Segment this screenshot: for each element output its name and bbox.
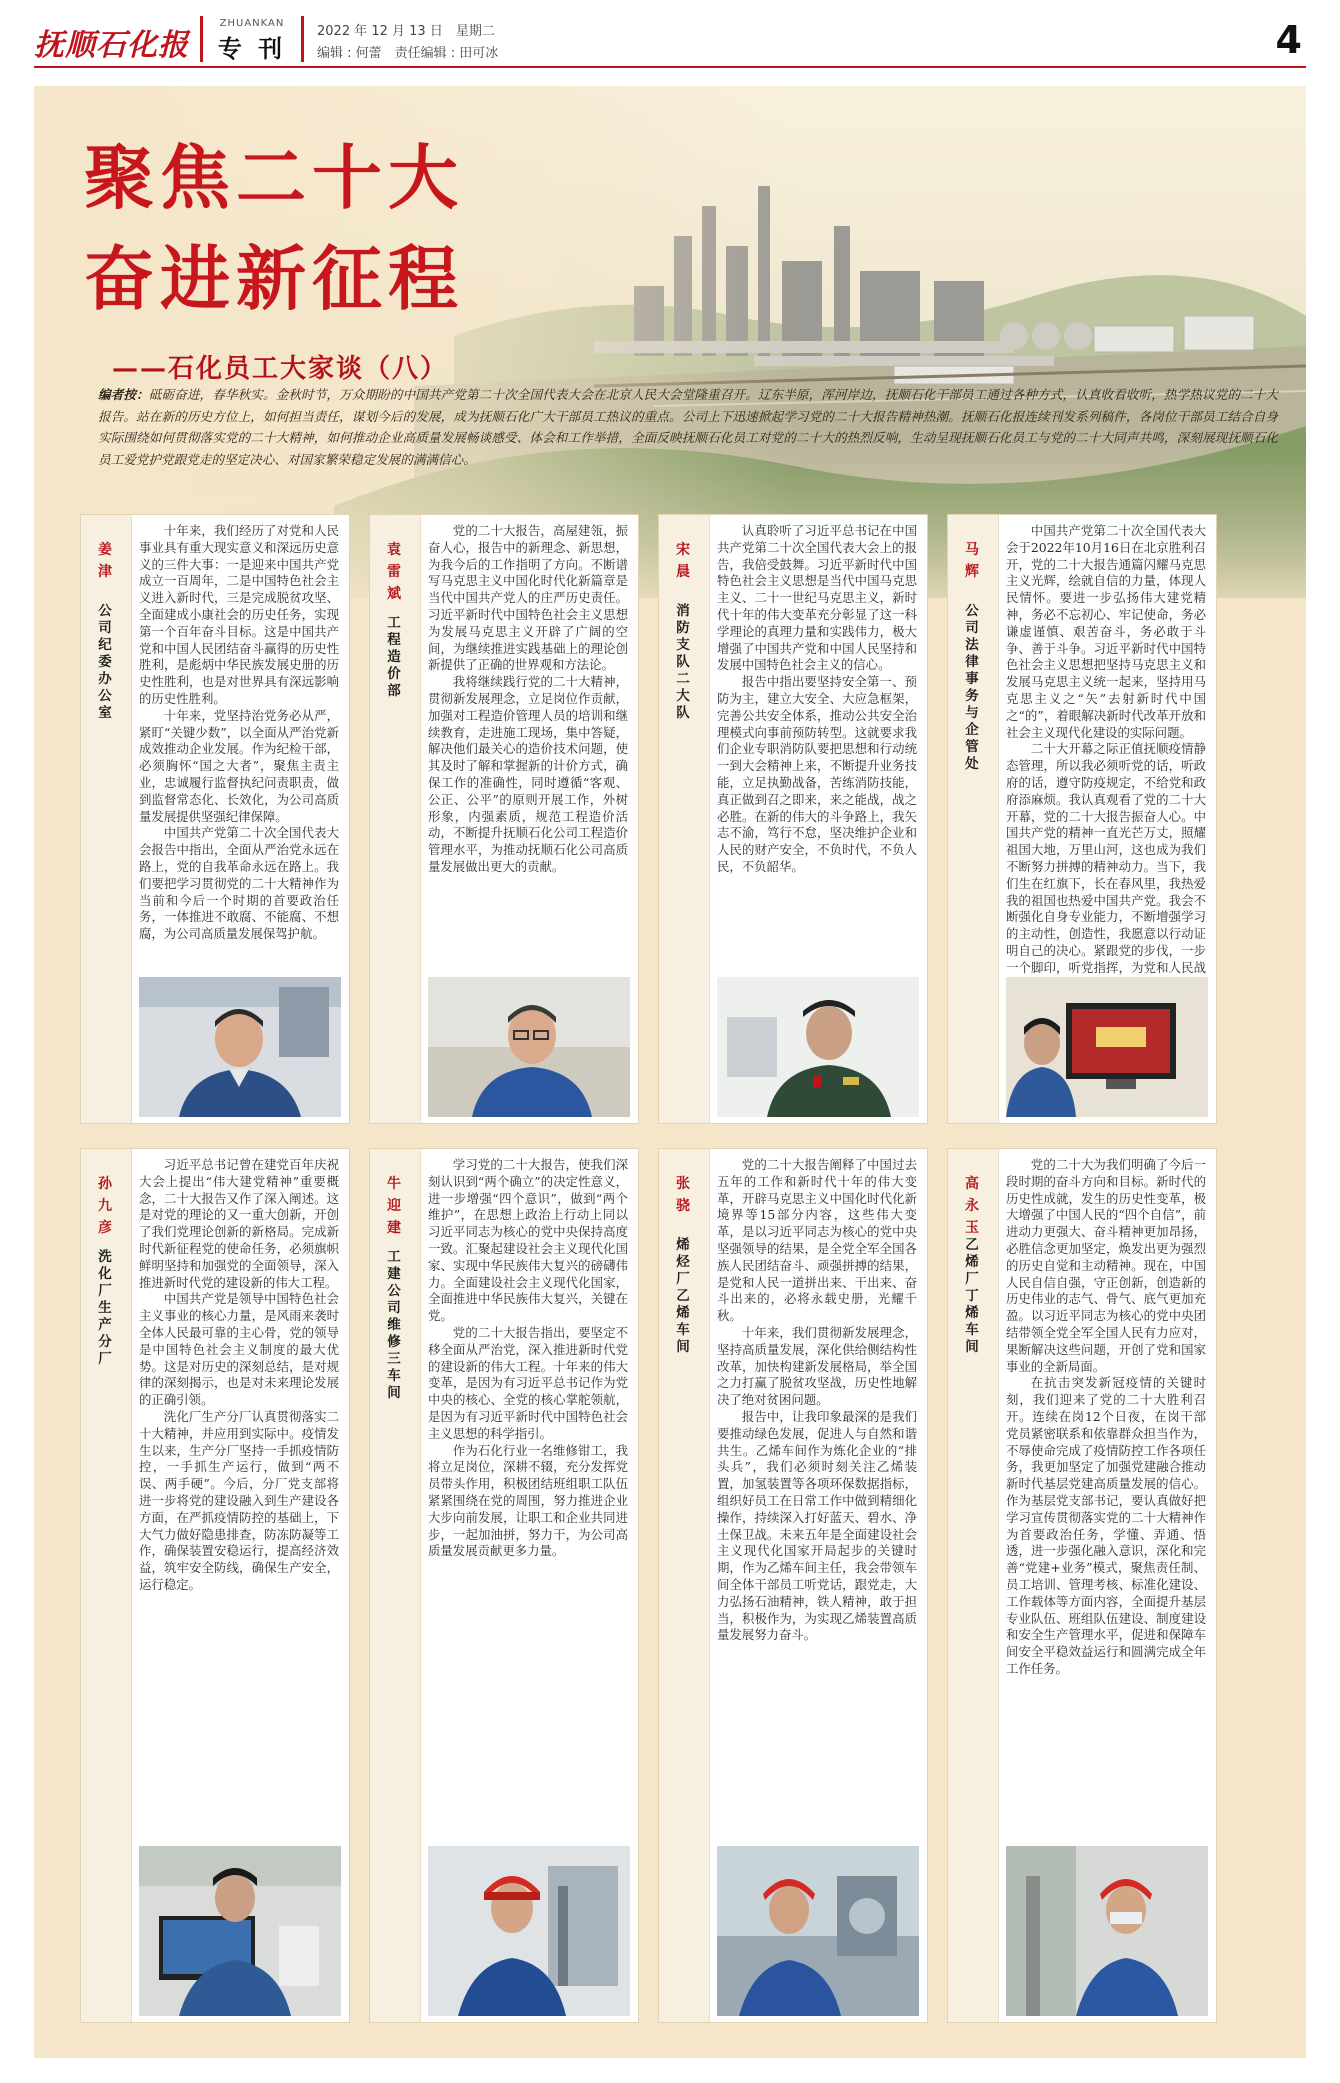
- issue-date: 2022 年 12 月 13 日 星期二: [317, 24, 495, 39]
- author-unit: 消防支队二大队: [676, 603, 690, 721]
- article-body: [1006, 523, 1206, 975]
- paragraph: 党的二十大报告，高屋建瓴，振奋人心，报告中的新理念、新思想，为我今后的工作指明了方向。不断谱写马克思主义中国化时代化新篇章是当代中国共产党人的庄严历史责任。习近平新时代中国特色社会主义思想为发展马克思主义开辟了广阔的空间，为继续推进实践基础上的理论创新提供了正确的世界观和方法论。: [428, 523, 628, 673]
- paragraph: 中国共产党第二十次全国代表大会报告中指出，全面从严治党永远在路上，党的自我革命永远在路上。我们要把学习贯彻党的二十大精神作为当前和今后一个时期的首要政治任务，一体推进不敢腐、不能腐、不想腐，为公司高质量发展保驾护航。: [139, 825, 339, 942]
- paragraph: 二十大开幕之际正值抚顺疫情静态管理，所以我必须听党的话，听政府的话，遵守防疫规定，不给党和政府添麻烦。我认真观看了党的二十大开幕，党的二十大报告振奋人心。中国共产党的精神一直光芒万丈，照耀祖国大地，万里山河，这也成为我们不断努力拼搏的精神动力。当下，我们生在红旗下，长在春风里，我热爱我的祖国也热爱中国共产党。我会不断强化自身专业能力，不断增强学习的主动性，创造性，我愿意以行动证明自己的决心。紧跟党的步伐，一步一个脚印，听党指挥，为党和人民战: [1006, 741, 1206, 975]
- paragraph: 中国共产党第二十次全国代表大会于2022年10月16日在北京胜利召开，党的二十大报告通篇闪耀马克思主义光辉，绘就自信的力量，体现人民情怀。要进一步弘扬伟大建党精神，务必不忘初心、牢记使命，务必谦虚谨慎、艰苦奋斗，务必敢于斗争、善于斗争。习近平新时代中国特色社会主义思想把坚持马克思主义和发展马克思主义统一起来，坚持用马克思主义之“矢”去射新时代中国之“的”，着眼解决新时代改革开放和社会主义现代化建设的实际问题。: [1006, 523, 1206, 740]
- paragraph: 十年来，我们贯彻新发展理念，坚持高质量发展，深化供给侧结构性改革，加快构建新发展格局，举全国之力打赢了脱贫攻坚战，历史性地解决了绝对贫困问题。: [717, 1324, 917, 1408]
- card-gao-yongyu: [947, 1148, 1217, 2023]
- author-photo: [428, 1846, 628, 2016]
- editor-note-label: 编者按：: [98, 387, 149, 402]
- portrait-illustration: [717, 1846, 919, 2016]
- paragraph: 党的二十大报告指出，要坚定不移全面从严治党，深入推进新时代党的建设新的伟大工程。十年来的伟大变革，是因为有习近平总书记作为党中央的核心、全党的核心掌舵领航，是因为有习近平新时代中国特色社会主义思想的科学指引。: [428, 1324, 628, 1441]
- card-sidebar: [370, 515, 421, 1123]
- author-name: 孙九彦: [98, 1176, 112, 1236]
- paragraph: 党的二十大为我们明确了今后一段时期的奋斗方向和目标。新时代的历史性成就，发生的历史性变革，极大增强了中国人民的“四个自信”，前进动力更强大、奋斗精神更加昂扬，必胜信念更加坚定，焕发出更为强烈的历史自觉和主动精神。现在，中国人民自信自强，守正创新，创造新的历史伟业的志气、骨气、底气更加充盈。以习近平同志为核心的党中央团结带领全党全军全国人民有力应对，果断解决这些问题，开创了党和国家事业的全新局面。: [1006, 1157, 1206, 1374]
- card-yuan-leibin: [369, 514, 639, 1124]
- article-body: [428, 1157, 628, 1839]
- author-photo: [1006, 1846, 1206, 2016]
- paragraph: 学习党的二十大报告，使我们深刻认识到“两个确立”的决定性意义，进一步增强“四个意识”，做到“两个维护”，在思想上政治上行动上同以习近平同志为核心的党中央保持高度一致。汇聚起建设社会主义现代化国家、实现中华民族伟大复兴的磅礴伟力。全面建设社会主义现代化国家，全面推进中华民族伟大复兴，关键在党。: [428, 1157, 628, 1324]
- paragraph: 作为石化行业一名维修钳工，我将立足岗位，深耕不辍，充分发挥党员带头作用，积极团结班组职工队伍紧紧围绕在党的周围，努力推进企业大步向前发展，让职工和企业共同进步，一起加油拼，努力干，为公司高质量发展贡献更多力量。: [428, 1442, 628, 1559]
- portrait-illustration: [717, 977, 919, 1117]
- author-photo: [717, 1846, 917, 2016]
- article-body: [139, 1157, 339, 1839]
- author-name: 高永玉: [965, 1176, 979, 1236]
- portrait-illustration: [1006, 977, 1208, 1117]
- author-photo: [428, 977, 628, 1117]
- section-cn: 专 刊: [217, 34, 287, 63]
- author-name: 牛迎建: [387, 1176, 401, 1236]
- article-body: [717, 523, 917, 969]
- paragraph: 中国共产党是领导中国特色社会主义事业的核心力量，是风雨来袭时全体人民最可靠的主心骨，党的领导是中国特色社会主义制度的最大优势。这是对历史的深刻总结，是对规律的深刻揭示，也是对未来理论发展的正确引领。: [139, 1291, 339, 1408]
- portrait-illustration: [139, 1846, 341, 2016]
- author-name: 袁雷斌: [387, 542, 401, 602]
- paragraph: 报告中指出要坚持安全第一、预防为主，建立大安全、大应急框架，完善公共安全体系，推动公共安全治理模式向事前预防转型。这就要求我们企业专职消防队要把思想和行动统一到大会精神上来，不断提升业务技能，立足执勤战备，苦练消防技能，真正做到召之即来，来之能战，战之必胜。在新的伟大的斗争路上，我矢志不渝，笃行不怠，坚决维护企业和人民的财产安全，不负时代，不负人民，不负韶华。: [717, 674, 917, 874]
- editor-note-text: 砥砺奋进，春华秋实。金秋时节，万众期盼的中国共产党第二十次全国代表大会在北京人民大会堂隆重召开。辽东半原，浑河岸边，抚顺石化干部员工通过各种方式，认真收看收听，热学热议党的二十大报告。站在新的历史方位上，如何担当责任，谋划今后的发展，成为抚顺石化广大干部员工热议的重点。公司上下迅速掀起学习党的二十大报告精神热潮。抚顺石化报连续刊发系列稿件，各岗位干部员工结合自身实际围绕如何贯彻落实党的二十大精神，如何推动企业高质量发展畅谈感受、体会和工作举措，全面反映抚顺石化员工对党的二十大的热烈反响，生动呈现抚顺石化员工与党的二十大同声共鸣，深刻展现抚顺石化员工爱党护党跟党走的坚定决心、对国家繁荣稳定发展的满满信心。: [98, 387, 1279, 467]
- author-unit: 烯烃厂乙烯车间: [676, 1237, 690, 1355]
- author-unit: 工程造价部: [387, 615, 401, 699]
- author-unit: 乙烯厂丁烯车间: [965, 1237, 979, 1355]
- author-unit: 公司法律事务与企管处: [965, 603, 979, 772]
- author-name: 姜 津: [98, 542, 112, 580]
- card-song-chen: [658, 514, 928, 1124]
- article-body: [717, 1157, 917, 1839]
- card-zhang-xiao: [658, 1148, 928, 2023]
- editor-note: [98, 384, 1278, 516]
- paragraph: 十年来，我们经历了对党和人民事业具有重大现实意义和深远历史意义的三件大事：一是迎来中国共产党成立一百周年，二是中国特色社会主义进入新时代，三是完成脱贫攻坚、全面建成小康社会的历史任务，实现第一个百年奋斗目标。这是中国共产党和中国人民团结奋斗赢得的历史性胜利，是彪炳中华民族发展史册的历史性胜利，也是对世界具有深远影响的历史性胜利。: [139, 523, 339, 706]
- card-ma-hui: [947, 514, 1217, 1124]
- paragraph: 认真聆听了习近平总书记在中国共产党第二十次全国代表大会上的报告，我倍受鼓舞。习近平新时代中国特色社会主义思想是当代中国马克思主义、二十一世纪马克思主义，新时代十年的伟大变革充分彰显了这一科学理论的真理力量和实践伟力，极大增强了中国共产党和中国人民坚持和发展中国特色社会主义的信心。: [717, 523, 917, 673]
- author-photo: [717, 977, 917, 1117]
- author-name: 宋 晨: [676, 542, 690, 580]
- author-name: 张 骁: [676, 1176, 690, 1214]
- paragraph: 在抗击突发新冠疫情的关键时刻，我们迎来了党的二十大胜利召开。连续在岗12个日夜，在岗干部党员紧密联系和依靠群众担当作为，不辱使命完成了疫情防控工作各项任务，我更加坚定了加强党建融合推动新时代基层党建高质量发展的信心。作为基层党支部书记，要认真做好把学习宣传贯彻落实党的二十大精神作为首要政治任务，学懂、弄通、悟透，进一步强化融入意识，深化和完善“党建+业务”模式，聚焦责任制、员工培训、管理考核、标准化建设、工作载体等方面内容，全面提升基层专业队伍、班组队伍建设、制度建设和安全生产管理水平，促进和保障车间安全平稳效益运行和圆满完成全年工作任务。: [1006, 1375, 1206, 1676]
- editor-credits: 编辑 : 何蕾 责任编辑 : 田可冰: [317, 46, 499, 61]
- card-jiang-jin: [80, 514, 350, 1124]
- portrait-illustration: [428, 977, 630, 1117]
- newspaper-logo[interactable]: 抚顺石化报: [34, 28, 189, 63]
- article-body: [428, 523, 628, 969]
- author-name: 马 辉: [965, 542, 979, 580]
- portrait-illustration: [139, 977, 341, 1117]
- section-en: ZHUANKAN: [219, 18, 285, 29]
- paragraph: 我将继续践行党的二十大精神，贯彻新发展理念，立足岗位作贡献，加强对工程造价管理人员的培训和继续教育，走进施工现场，集中答疑，解决他们最关心的造价技术问题，使其及时了解和掌握新的计价方式，确保工作的准确性，同时遵循“客观、公正、公平”的原则开展工作，外树形象，内强素质，规范工程造价活动，不断提升抚顺石化公司工程造价管理水平，为推动抚顺石化公司高质量发展做出更大的贡献。: [428, 674, 628, 874]
- article-body: [1006, 1157, 1206, 1839]
- card-niu-yingjian: [369, 1148, 639, 2023]
- article-body: [139, 523, 339, 969]
- paragraph: 党的二十大报告阐释了中国过去五年的工作和新时代十年的伟大变革，开辟马克思主义中国化时代化新境界等15部分内容，这些伟大变革，是以习近平同志为核心的党中央坚强领导的结果，是全党全军全国各族人民团结奋斗、顽强拼搏的结果，是党和人民一道拼出来、干出来、奋斗出来的，必将永载史册，光耀千秋。: [717, 1157, 917, 1324]
- paragraph: 报告中，让我印象最深的是我们要推动绿色发展，促进人与自然和谐共生。乙烯车间作为炼化企业的“排头兵”，我们必须时刻关注乙烯装置，加氢装置等各项环保数据指标，组织好员工在日常工作中做到精细化操作，持续深入打好蓝天、碧水、净土保卫战。未来五年是全面建设社会主义现代化国家开局起步的关键时期，作为乙烯车间主任，我会带领车间全体干部员工听党话，跟党走，大力弘扬石油精神，铁人精神，敢于担当，积极作为，为实现乙烯装置高质量发展努力奋斗。: [717, 1408, 917, 1643]
- author-unit: 洗化厂生产分厂: [98, 1249, 112, 1367]
- masthead-rule: [34, 66, 1306, 68]
- author-photo: [139, 1846, 339, 2016]
- section-box: [200, 16, 304, 62]
- subtitle: ——石化员工大家谈（八）: [112, 354, 449, 384]
- paragraph: 十年来，党坚持治党务必从严，紧盯“关键少数”，以全面从严治党新成效推动企业发展。作为纪检干部，必须胸怀“国之大者”，聚焦主责主业，忠诚履行监督执纪问责职责，做到监督常态化、长效化，为公司高质量发展提供坚强纪律保障。: [139, 707, 339, 824]
- author-unit: 工建公司维修三车间: [387, 1249, 401, 1401]
- card-sun-jiuyan: [80, 1148, 350, 2023]
- paragraph: 习近平总书记曾在建党百年庆祝大会上提出“伟大建党精神”重要概念，二十大报告又作了深入阐述。这是对党的理论的又一重大创新，开创了我们党理论创新的新格局。完成新时代新征程党的使命任务，必须旗帜鲜明坚持和加强党的全面领导，深入推进新时代党的建设新的伟大工程。: [139, 1157, 339, 1290]
- author-unit: 公司纪委办公室: [98, 603, 112, 721]
- author-photo: [1006, 977, 1206, 1117]
- page-number: 4: [1275, 18, 1302, 62]
- author-photo: [139, 977, 339, 1117]
- portrait-illustration: [1006, 1846, 1208, 2016]
- masthead: [34, 16, 1306, 64]
- title-line-1: 聚焦二十大: [84, 136, 464, 219]
- portrait-illustration: [428, 1846, 630, 2016]
- feature-panel: [34, 86, 1306, 2058]
- paragraph: 洗化厂生产分厂认真贯彻落实二十大精神，并应用到实际中。疫情发生以来，生产分厂坚持一手抓疫情防控，一手抓生产运行，做到“两不误、两手硬”。今后，分厂党支部将进一步将党的建设融入到生产建设各方面，在严抓疫情防控的基础上，下大气力做好隐患排查，防冻防凝等工作，确保装置安稳运行，提高经济效益，筑牢安全防线，确保生产安全，运行稳定。: [139, 1408, 339, 1592]
- title-line-2: 奋进新征程: [84, 237, 464, 320]
